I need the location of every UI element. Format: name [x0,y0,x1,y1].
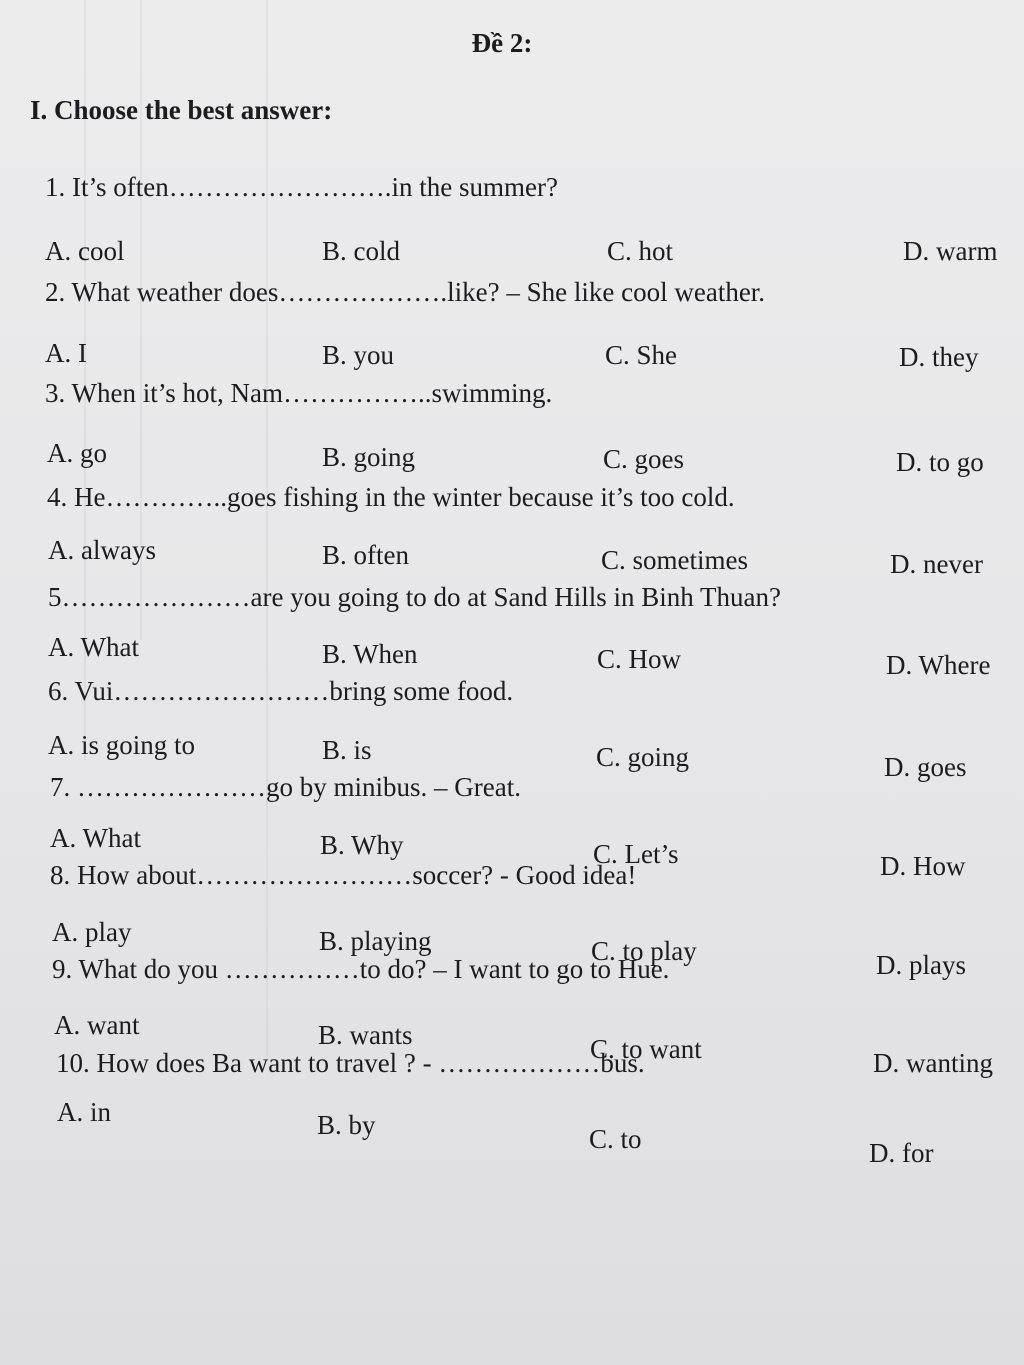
option-9d[interactable]: D. wanting [873,1048,993,1078]
question-9: 9. What do you ……………to do? – I want to go to Hue. [52,954,670,984]
option-4b[interactable]: B. often [322,540,409,570]
question-6: 6. Vui……………………bring some food. [48,676,514,706]
option-1d[interactable]: D. warm [903,236,998,266]
option-8d[interactable]: D. plays [876,950,966,980]
option-6c[interactable]: C. going [596,742,690,772]
question-1: 1. It’s often…………………….in the summer? [45,172,558,202]
option-1c[interactable]: C. hot [607,236,674,266]
option-6b[interactable]: B. is [322,735,372,765]
option-7a[interactable]: A. What [50,823,141,853]
option-5d[interactable]: D. Where [886,650,991,680]
option-5c[interactable]: C. How [597,644,682,674]
option-3c[interactable]: C. goes [603,444,684,474]
option-10d[interactable]: D. for [869,1138,934,1168]
option-10c[interactable]: C. to [589,1124,642,1154]
question-3: 3. When it’s hot, Nam……………..swimming. [45,378,553,408]
option-8b[interactable]: B. playing [319,926,432,956]
option-10b[interactable]: B. by [317,1110,376,1140]
option-4a[interactable]: A. always [48,535,156,565]
option-4c[interactable]: C. sometimes [601,545,748,575]
option-3b[interactable]: B. going [322,442,416,472]
question-2: 2. What weather does……………….like? – She like cool weather. [45,277,766,307]
option-5a[interactable]: A. What [48,632,139,662]
question-4: 4. He…………..goes fishing in the winter because it’s too cold. [47,482,735,512]
option-9a[interactable]: A. want [54,1010,140,1040]
question-8: 8. How about……………………soccer? - Good idea! [50,860,637,890]
option-8c[interactable]: C. to play [591,936,697,966]
option-2b[interactable]: B. you [322,340,395,370]
option-6d[interactable]: D. goes [884,752,967,782]
option-1a[interactable]: A. cool [45,236,125,266]
question-7: 7. …………………go by minibus. – Great. [50,772,521,802]
option-2c[interactable]: C. She [605,340,678,370]
option-7d[interactable]: D. How [880,851,966,881]
option-2a[interactable]: A. I [45,338,87,368]
exam-title: Đề 2: [471,28,533,58]
section-heading: I. Choose the best answer: [30,95,333,125]
option-7c[interactable]: C. Let’s [593,839,679,869]
option-7b[interactable]: B. Why [320,830,404,860]
paper-shadow-line [266,0,268,1060]
question-5: 5…………………are you going to do at Sand Hills in Binh Thuan? [48,582,781,612]
option-5b[interactable]: B. When [322,639,418,669]
option-3a[interactable]: A. go [47,438,107,468]
option-1b[interactable]: B. cold [322,236,400,266]
option-9c[interactable]: C. to want [590,1034,702,1064]
option-4d[interactable]: D. never [890,549,983,579]
option-2d[interactable]: D. they [899,342,979,372]
question-10: 10. How does Ba want to travel ? - ………………bus. [56,1048,645,1078]
option-6a[interactable]: A. is going to [48,730,196,760]
option-8a[interactable]: A. play [52,917,132,947]
option-10a[interactable]: A. in [57,1097,111,1127]
option-3d[interactable]: D. to go [896,447,984,477]
option-9b[interactable]: B. wants [318,1020,413,1050]
